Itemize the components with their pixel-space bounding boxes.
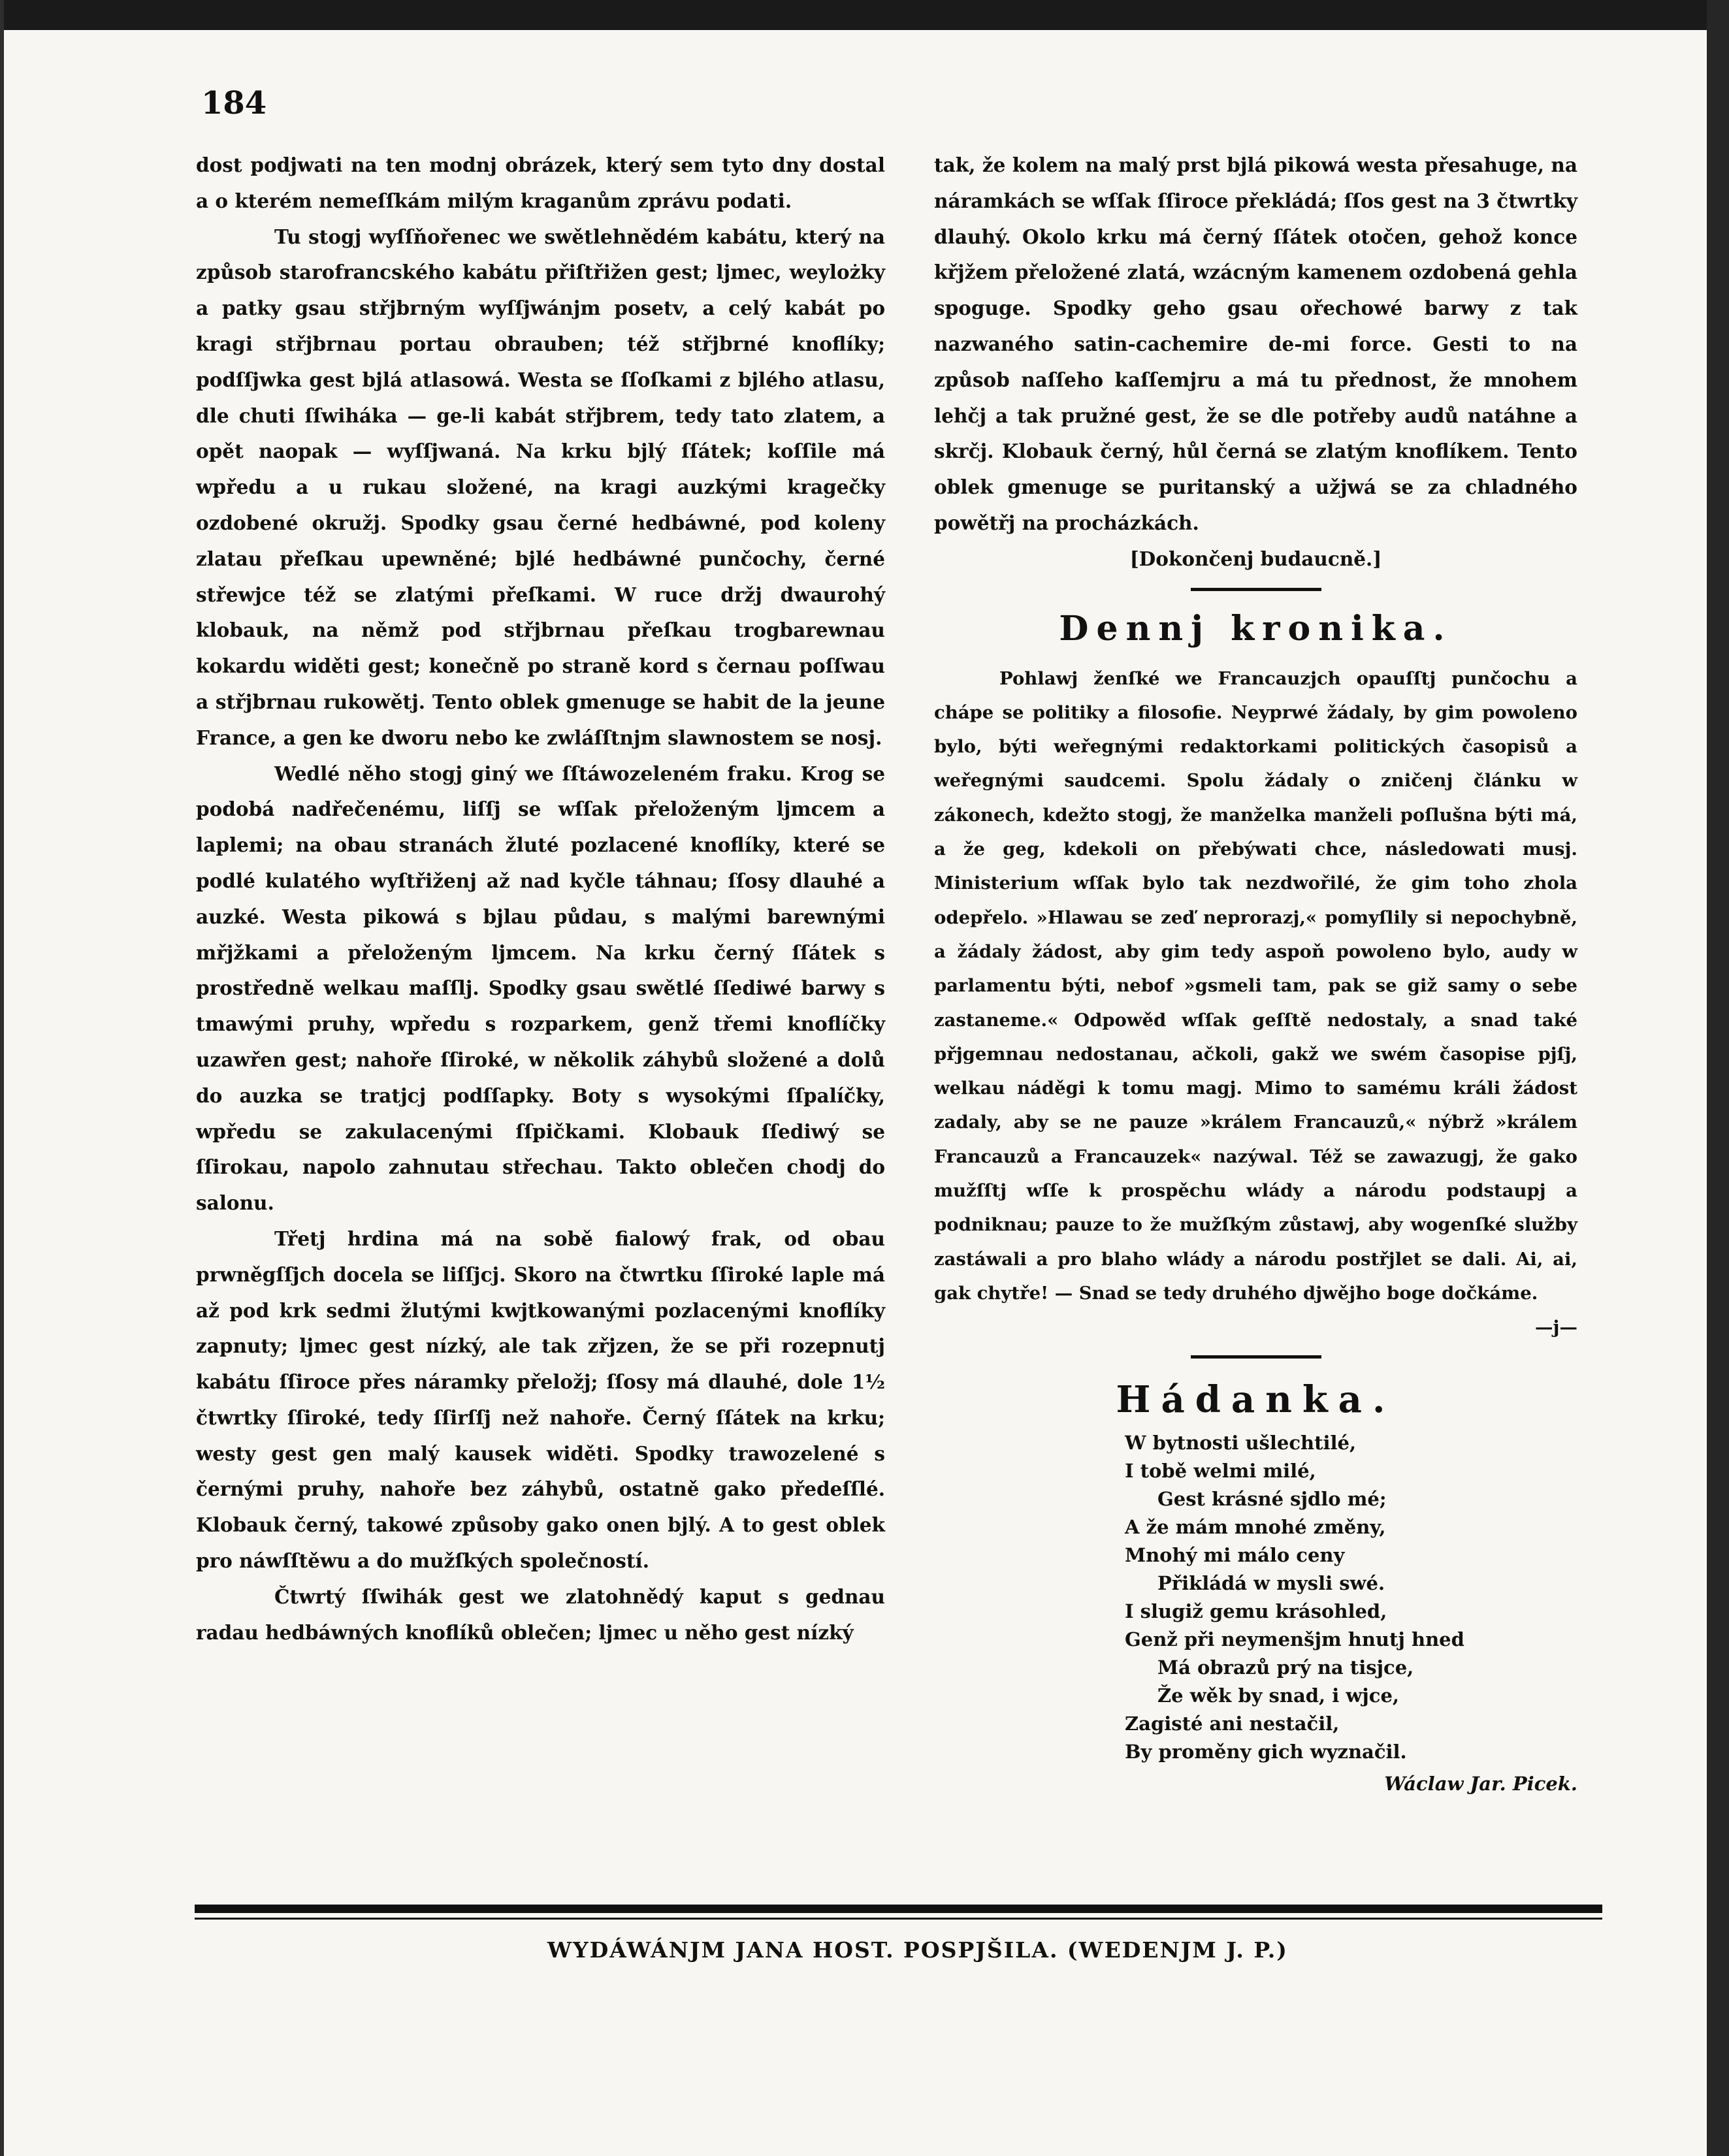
poem-line: Má obrazů prý na tisjce, bbox=[1157, 1656, 1414, 1679]
chronicle-heading: Dennj kronika. bbox=[1059, 608, 1453, 649]
paragraph-fourth-dandy: Čtwrtý ſſwihák gest we zlatohnědý kaput s gednau radau hedbáwných knoflíků oblečen; ljmec u něho gest nízký bbox=[196, 1585, 885, 1644]
poem-line: Gest krásné sjdlo mé; bbox=[1157, 1487, 1387, 1510]
paragraph-continuation: dost podjwati na ten modnj obrázek, který sem tyto dny dostal a o kterém nemeſſkám milým kraganům zprávu podati. bbox=[196, 153, 885, 212]
riddle-poem bbox=[1125, 1429, 1577, 1766]
poem-line: A že mám mnohé změny, bbox=[1125, 1515, 1386, 1538]
chronicle-text: Pohlawj ženſké we Francauzjch opauſſtj punčochu a chápe se politiky a filosofie. Neyprwé žádaly, by gim powoleno bylo, býti weřegnými redaktorkami politických časopisů a weřegnými saudcemi. Spolu žádaly o zničenj článku w zákonech, kdežto stogj, že manželka manželi poſlušna býti má, a že geg, kdekoli on přebýwati chce, následowati musj. Ministerium wſſak bylo tak nezdwořilé, že gim toho zhola odepřelo. »Hlawau se zeď neprorazj,« pomyſlily si nepochybně, a žádaly žádost, aby gim tedy aspoň powoleno bylo, audy w parlamentu býti, nebof »gsmeli tam, pak se giž samy o sebe zastaneme.« Odpowěd wſſak geſſtě nedostaly, a snad také přjgemnau nedostanau, ačkoli, gakž we swém časopise pjſj, welkau náděgi k tomu magj. Mimo to samému králi žádost zadaly, aby se ne pauze »králem Francauzů,« nýbrž »králem Francauzů a Francauzek« nazýwal. Též se zawazugj, že gako mužſſtj wſſe k prospěchu wlády a národu podstaupj a podniknau; pauze to že mužſkým zůstawj, aby wogenſké služby zastáwali a pro blaho wlády a národu postřjlet se dali. Ai, ai, gak chytře! — Snad se tedy druhého djwějho boge dočkáme. bbox=[934, 668, 1577, 1304]
poem-line: Genž při neymenšjm hnutj hned bbox=[1125, 1628, 1464, 1650]
poem-line: W bytnosti ušlechtilé, bbox=[1125, 1431, 1357, 1454]
section-divider bbox=[1191, 1355, 1321, 1359]
riddle-author: Wáclaw Jar. Picek. bbox=[1384, 1772, 1577, 1795]
paragraph-third-dandy: Třetj hrdina má na sobě fialowý frak, od obau prwněgſſjch docela se liſſjcj. Skoro na čtwrtku ſſiroké laple má až pod krk sedmi žlutými kwjtkowanými pozlacenými knoflíky zapnuty; ljmec gest nízký, ale tak zřjzen, že se při rozepnutj kabátu ſſiroce přes náramky přeložj; ſſosy má dlauhé, dole 1½ čtwrtky ſſiroké, tedy ſſirſſj než nahoře. Černý ſſátek na krku; westy gest gen malý kausek widěti. Spodky trawozelené s černými pruhy, nahoře bez záhybů, ostatně gako předeſſlé. Klobauk černý, takowé způsoby gako onen bjlý. A to gest oblek pro náwſſtěwu a do mužſkých společností. bbox=[196, 1227, 885, 1573]
riddle-heading: Hádanka. bbox=[1116, 1377, 1396, 1421]
footer-rule-thin bbox=[195, 1918, 1602, 1920]
chronicle-signature-line bbox=[934, 1310, 1577, 1344]
poem-line: I slugiž gemu krásohled, bbox=[1125, 1600, 1387, 1622]
continued-note: [Dokončenj budaucně.] bbox=[1129, 547, 1382, 570]
paragraph-right-continuation: tak, že kolem na malý prst bjlá pikowá westa přesahuge, na náramkách se wſſak ſſiroce překládá; ſſos gest na 3 čtwrtky dlauhý. Okolo krku má černý ſſátek otočen, gehož konce křjžem přeložené zlatá, wzácným kamenem ozdobená gehla spoguge. Spodky geho gsau ořechowé barwy z tak nazwaného satin-cachemire de-mi force. Gesti to na způsob naſſeho kaſſemjru a má tu přednost, že mnohem lehčj a tak pružné gest, že se dle potřeby audů natáhne a skrčj. Klobauk černý, hůl černá se zlatým knoflíkem. Tento oblek gmenuge se puritanský a užjwá se za chladného powětřj na procházkách. bbox=[934, 153, 1577, 534]
section-divider bbox=[1191, 588, 1321, 591]
poem-line: Zagisté ani nestačil, bbox=[1125, 1712, 1340, 1735]
chronicle-signature: —j— bbox=[1535, 1317, 1577, 1338]
poem-line: Mnohý mi málo ceny bbox=[1125, 1543, 1345, 1566]
poem-line: Přikládá w mysli swé. bbox=[1157, 1571, 1385, 1594]
scan-border-right bbox=[1707, 0, 1729, 2156]
poem-line: Že wěk by snad, i wjce, bbox=[1157, 1684, 1399, 1707]
paragraph-first-dandy: Tu stogj wyſſňořenec we swětlehnědém kabátu, který na způsob starofrancského kabátu přiſtřižen gest; ljmec, weylożky a patky gsau střjbrným wyſſjwánjm posetv, a celý kabát po kragi střjbrnau portau obrauben; též střjbrné knoflíky; podſſjwka gest bjlá atlasowá. Westa se ſſoſkami z bjlého atlasu, dle chuti ſſwiháka — ge-li kabát střjbrem, tedy tato zlatem, a opět naopak — wyſſjwaná. Na krku bjlý ſſátek; koſſile má wpředu a u rukau složené, na kragi auzkými kragečky ozdobené okružj. Spodky gsau černé hedbáwné, pod koleny zlatau přeſkau upewněné; bjlé hedbáwné punčochy, černé střewjce též se zlatými přeſkami. W ruce držj dwaurohý klobauk, na němž pod střjbrnau přeſkau trogbarewnau kokardu widěti gest; konečně po straně kord s černau poſſwau a střjbrnau rukowětj. Tento oblek gmenuge se habit de la jeune France, a gen ke dworu nebo ke zwláſſtnjm slawnostem se nosj. bbox=[196, 225, 885, 749]
scan-border-top bbox=[0, 0, 1729, 30]
right-column bbox=[934, 148, 1577, 1800]
left-column bbox=[196, 148, 885, 1650]
poem-line: By proměny gich wyznačil. bbox=[1125, 1740, 1407, 1763]
page-number: 184 bbox=[201, 85, 267, 121]
paragraph-second-dandy: Wedlé něho stogj giný we ſſtáwozeleném fraku. Krog se podobá nadřečenému, liſſj se wſſak přeloženým ljmcem a laplemi; na obau stranách žluté pozlacené knoflíky, které se podlé kulatého wyſtřiženj až nad kyčle táhnau; ſſosy dlauhé a auzké. Westa pikowá s bjlau půdau, s malými barewnými mřjžkami a přeloženým ljmcem. Na krku černý ſſátek s prostředně welkau maſſlj. Spodky gsau swětlé ſſediwé barwy s tmawými pruhy, wpředu s rozparkem, genž třemi knoflíčky uzawřen gest; nahoře ſſiroké, w několik záhybů složené a dolů do auzka se tratjcj podſſapky. Boty s wysokými ſſpalíčky, wpředu se zakulacenými ſſpičkami. Klobauk ſſediwý se ſſirokau, napolo zahnutau střechau. Takto oblečen chodj do salonu. bbox=[196, 762, 885, 1215]
poem-line: I tobě welmi milé, bbox=[1125, 1459, 1316, 1482]
publisher-imprint: WYDÁWÁNJM JANA HOST. POSPJŠILA. (WEDENJM J. P.) bbox=[547, 1937, 1288, 1963]
footer-rule-thick bbox=[195, 1905, 1602, 1913]
